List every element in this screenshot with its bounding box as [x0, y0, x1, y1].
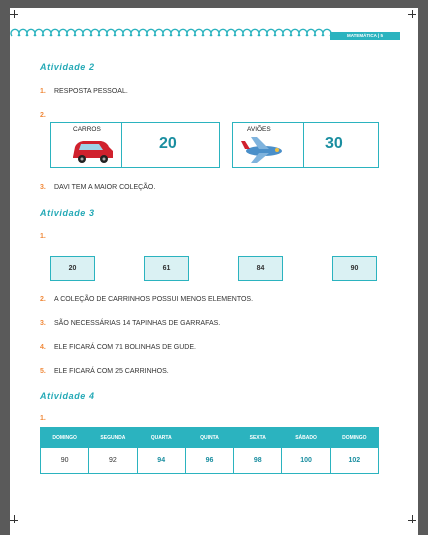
card-divider	[121, 123, 122, 167]
item-text: ELE FICARÁ COM 71 BOLINHAS DE GUDE.	[54, 344, 196, 351]
card-value: 20	[159, 135, 177, 152]
item-number: 5.	[40, 368, 46, 375]
item-number: 1.	[40, 415, 46, 422]
item-number: 3.	[40, 184, 46, 191]
item-text: DAVI TEM A MAIOR COLEÇÃO.	[54, 184, 156, 191]
day-value: 98	[234, 448, 282, 474]
day-header: DOMINGO	[330, 428, 378, 448]
day-value: 94	[137, 448, 185, 474]
card-label: CARROS	[73, 126, 101, 133]
item-number: 3.	[40, 320, 46, 327]
day-value: 96	[185, 448, 233, 474]
item-text: SÃO NECESSÁRIAS 14 TAPINHAS DE GARRAFAS.	[54, 320, 221, 327]
day-header: DOMINGO	[41, 428, 89, 448]
activity-2-title: Atividade 2	[40, 62, 95, 72]
crop-mark	[14, 515, 15, 523]
card-value: 30	[325, 135, 343, 152]
card-divider	[303, 123, 304, 167]
number-box: 20	[50, 256, 95, 281]
day-value: 92	[89, 448, 137, 474]
item-number: 2.	[40, 296, 46, 303]
crop-mark	[14, 10, 15, 18]
item-number: 4.	[40, 344, 46, 351]
item-text: A COLEÇÃO DE CARRINHOS POSSUI MENOS ELEMENTOS.	[54, 296, 254, 303]
days-table	[40, 427, 379, 474]
day-header: SEGUNDA	[89, 428, 137, 448]
day-value: 100	[282, 448, 330, 474]
number-box: 90	[332, 256, 377, 281]
subject-tag: MATEMÁTICA | 5	[330, 32, 400, 40]
day-header: QUINTA	[185, 428, 233, 448]
table-header-row	[41, 428, 379, 448]
card-carros	[50, 122, 220, 168]
day-header: SÁBADO	[282, 428, 330, 448]
day-value: 102	[330, 448, 378, 474]
card-avioes	[232, 122, 379, 168]
red-car-icon	[69, 137, 117, 165]
item-text: RESPOSTA PESSOAL.	[54, 88, 128, 95]
item-number: 2.	[40, 112, 46, 119]
card-label: AVIÕES	[247, 126, 271, 133]
number-box: 84	[238, 256, 283, 281]
item-number: 1.	[40, 88, 46, 95]
crop-mark	[412, 515, 413, 523]
number-box: 61	[144, 256, 189, 281]
day-header: SEXTA	[234, 428, 282, 448]
activity-3-title: Atividade 3	[40, 208, 95, 218]
item-number: 1.	[40, 233, 46, 240]
day-value: 90	[41, 448, 89, 474]
table-row	[41, 448, 379, 474]
airplane-icon	[239, 135, 289, 165]
day-header: QUARTA	[137, 428, 185, 448]
crop-mark	[412, 10, 413, 18]
item-text: ELE FICARÁ COM 25 CARRINHOS.	[54, 368, 169, 375]
activity-4-title: Atividade 4	[40, 391, 95, 401]
